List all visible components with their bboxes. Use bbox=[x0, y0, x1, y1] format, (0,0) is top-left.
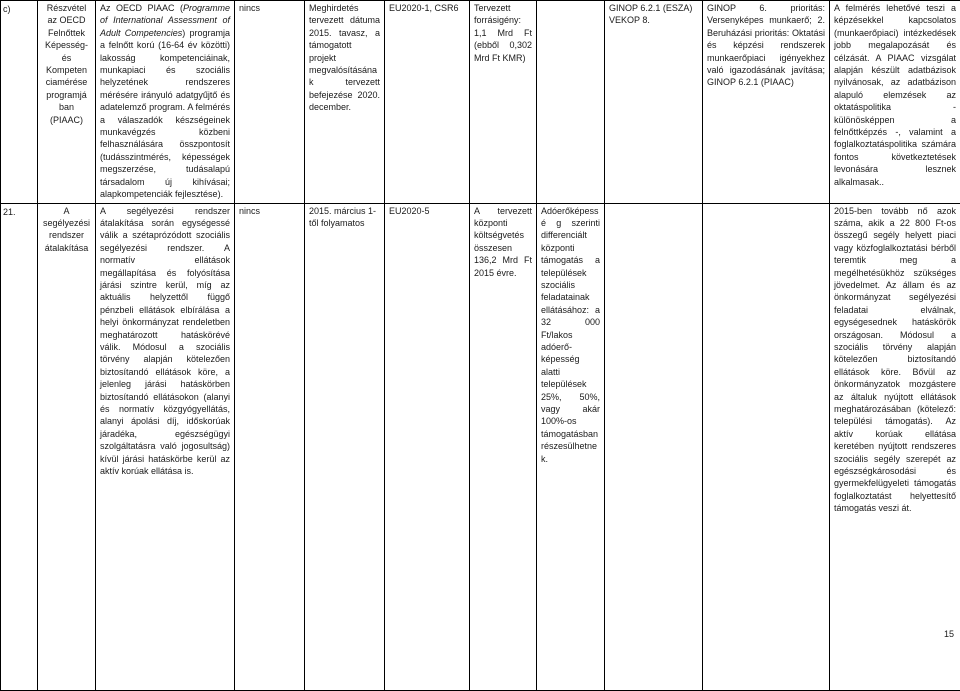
fund-source: EU2020-5 bbox=[389, 206, 430, 216]
page-number: 15 bbox=[944, 629, 954, 640]
op-link-cell bbox=[605, 1, 703, 204]
measure-description-rest: ) programja a felnőtt korú (16-64 év közötti) lakosság kompetenciáinak, munkapiaci és szociális helyzetének rendszeres mérésére irányuló adatgyűjtő és adatelemző program. A felmérés a válaszadók készségeinek munkavégzés közbeni felhasználására összpontosít (tudásszintmérés, képességek megszerzése, tudásalapú társadalom új kihívásai; alapkompetenciák fejlesztése). bbox=[100, 28, 230, 199]
op-link: GINOP 6.2.1 (ESZA) VEKOP 8. bbox=[609, 3, 692, 25]
measure-title-cell bbox=[38, 203, 96, 690]
priority: GINOP 6. prioritás: Versenyképes munkaerő; 2. Beruházási prioritás: Oktatási és képzési rendszerek munkaerőpiaci igényekhez való igazodásának javítása; GINOP 6.2.1 (PIAAC) bbox=[707, 3, 825, 87]
schedule-cell bbox=[305, 203, 385, 690]
row-number-cell bbox=[1, 203, 38, 690]
fund-source-cell bbox=[385, 203, 470, 690]
priority-cell bbox=[703, 203, 830, 690]
measure-description-prefix: Az OECD PIAAC ( bbox=[100, 3, 183, 13]
prerequisite: nincs bbox=[239, 206, 260, 216]
table-row bbox=[1, 1, 960, 204]
justification-cell bbox=[830, 1, 960, 204]
prerequisite: nincs bbox=[239, 3, 260, 13]
measure-title: A segélyezési rendszer átalakítása bbox=[43, 206, 90, 253]
target-group-cell bbox=[537, 203, 605, 690]
budget: A tervezett központi költségvetés összesen 136,2 Mrd Ft 2015 évre. bbox=[474, 206, 532, 278]
budget-cell bbox=[470, 203, 537, 690]
fund-source: EU2020-1, CSR6 bbox=[389, 3, 459, 13]
measure-description-cell bbox=[96, 1, 235, 204]
measure-description-italic: Programme of International Assessment of Adult Competencies bbox=[100, 3, 230, 38]
prerequisite-cell bbox=[235, 1, 305, 204]
priority-cell bbox=[703, 1, 830, 204]
measure-title-cell bbox=[38, 1, 96, 204]
row-code: c) bbox=[3, 3, 35, 15]
row-code-cell bbox=[1, 1, 38, 204]
measure-title: Részvétel az OECD Felnőttek Képesség-és Kompeten ciamérése programjá ban (PIAAC) bbox=[45, 3, 88, 125]
budget: Tervezett forrásigény: 1,1 Mrd Ft (ebből 0,302 Mrd Ft KMR) bbox=[474, 3, 532, 63]
prerequisite-cell bbox=[235, 203, 305, 690]
op-link-cell bbox=[605, 203, 703, 690]
budget-cell bbox=[470, 1, 537, 204]
table-row bbox=[1, 203, 960, 690]
measure-description-cell bbox=[96, 203, 235, 690]
schedule-cell bbox=[305, 1, 385, 204]
schedule: 2015. március 1-től folyamatos bbox=[309, 206, 376, 228]
justification: A felmérés lehetővé teszi a képzésekkel kapcsolatos (munkaerőpiaci) intézkedések jobb megalapozását és célzását. A PIAAC vizsgálat alapján készült adatbázisok nyilvánosak, az adatbázison alapuló elemzések az oktatáspolitika - különösképpen a felnőttképzés -, valamint a foglalkoztatáspolitika számára fontos következtetések levonására lesznek alkalmasak.. bbox=[834, 3, 956, 187]
justification-cell bbox=[830, 203, 960, 690]
target-group: Adóerőképessé g szerinti differenciált központi támogatás a települések szociális feladatainak ellátásához: a 32 000 Ft/lakos adóerő-képesség alatti települések 25%, 50%, vagy akár 100%-os támogatásban részesülhetnek. bbox=[541, 206, 600, 464]
row-number: 21. bbox=[3, 206, 35, 218]
measure-description: A segélyezési rendszer átalakítása során egységessé válik a szétaprózódott szociális segélyezési rendszer. A normatív ellátások megállapítása és folyósítása járási szintre kerül, míg az aktuális helyzettől függő pénzbeli ellátások elbírálása a helyi önkormányzat rendeletben meghatározott hatáskörévé válik. Módosul a szociális törvény alapján kötelezően biztosítandó ellátások köre, a jelenleg járási hatáskörben biztosítandó ellátásokon (alanyi és normatív közgyógyellátás, alanyi ápolási díj, időskorúak járadéka, egészségügyi szolgáltatásra való jogosultság) kívül járási hatáskörbe kerül az aktív korúak ellátása is. bbox=[100, 206, 230, 477]
justification: 2015-ben tovább nő azok száma, akik a 22 800 Ft-os összegű segély helyett piaci vagy közfoglalkoztatási bérből teremtik meg a megélhetésükhöz szükséges jövedelmet. Az állam és az önkormányzat segélyezési feladatai elválnak, egységesednek hatáskörök országosan. Módosul a szociális törvény alapján kötelezően biztosítandó ellátások köre. Bővül az önkormányzatok mozgástere az általuk nyújtott ellátások meghatározásában (kötelező: települési támogatás). Az aktív korúak ellátása keretében nyújtott rendszeres szociális segély szerepét az egészségkárosodási és gyermekfelügyeleti támogatás foglalkoztatást helyettesítő támogatás veszi át. bbox=[834, 206, 956, 514]
schedule: Meghirdetés tervezett dátuma 2015. tavasz, a támogatott projekt megvalósításának tervezett befejezése 2020. december. bbox=[309, 3, 380, 112]
target-group-cell bbox=[537, 1, 605, 204]
fund-source-cell bbox=[385, 1, 470, 204]
